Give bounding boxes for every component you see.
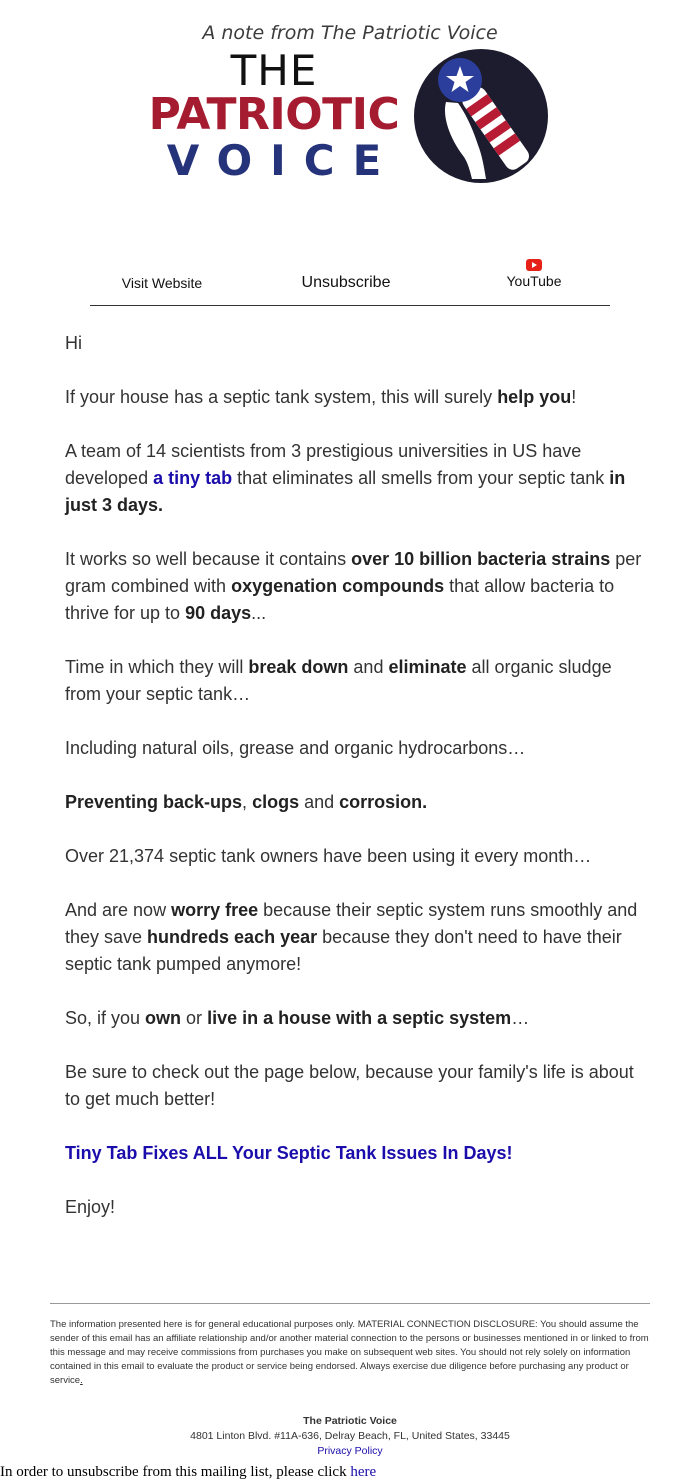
text: So, if you: [65, 1008, 146, 1028]
bold-text: hundreds each year: [147, 927, 318, 947]
paragraph-3: [65, 546, 645, 627]
bold-text: help you: [497, 387, 572, 407]
paragraph-1: [65, 384, 645, 411]
bold-text: Preventing back-ups: [65, 792, 243, 812]
youtube-icon: [526, 259, 542, 271]
text: !: [571, 387, 577, 407]
logo-wordmark: [148, 46, 400, 185]
text: ,: [242, 792, 253, 812]
unsubscribe-link[interactable]: Unsubscribe: [301, 274, 391, 291]
text: because their septic system runs smoothly and they save: [65, 900, 638, 947]
bold-text: break down: [248, 657, 349, 677]
unsubscribe-here-link[interactable]: here: [350, 1464, 377, 1480]
bold-text: worry free: [171, 900, 259, 920]
text: and: [299, 792, 340, 812]
paragraph-8: [65, 897, 645, 978]
privacy-policy-link[interactable]: Privacy Policy: [317, 1445, 383, 1457]
paragraph-6: [65, 789, 645, 816]
text: If your house has a septic tank system, this will surely: [65, 387, 498, 407]
text: all organic sludge from your septic tank…: [65, 657, 612, 704]
logo-line-2: PATRIOTIC: [148, 89, 400, 140]
paragraph-2: [65, 438, 645, 519]
text: or: [181, 1008, 208, 1028]
microphone-logo-icon: [412, 47, 550, 185]
company-address-block: [50, 1414, 650, 1459]
greeting: Hi: [65, 333, 82, 353]
text: that allow bacteria to thrive for up to: [65, 576, 615, 623]
text: ...: [251, 603, 267, 623]
text: per gram combined with: [65, 549, 642, 596]
text: that eliminates all smells from your septic tank: [232, 468, 610, 488]
text: …: [511, 1008, 530, 1028]
cta-paragraph: [65, 1140, 645, 1167]
unsubscribe-notice: [0, 1464, 376, 1481]
visit-website-link[interactable]: Visit Website: [121, 275, 203, 291]
paragraph-4: [65, 654, 645, 708]
bold-text: live in a house with a septic system: [207, 1008, 512, 1028]
cta-link[interactable]: Tiny Tab Fixes ALL Your Septic Tank Issues In Days!: [65, 1143, 513, 1163]
paragraph-5: Including natural oils, grease and organic hydrocarbons…: [65, 738, 526, 758]
bold-text: over 10 billion bacteria strains: [351, 549, 611, 569]
bold-text: in just 3 days.: [65, 468, 626, 515]
disclaimer-end: .: [80, 1375, 83, 1386]
logo: [0, 47, 700, 197]
text: A team of 14 scientists from 3 prestigious universities in US have developed: [65, 441, 582, 488]
bold-text: eliminate: [388, 657, 467, 677]
bold-text: own: [145, 1008, 182, 1028]
disclaimer: [50, 1318, 650, 1388]
company-address: 4801 Linton Blvd. #11A-636, Delray Beach, FL, United States, 33445: [190, 1430, 510, 1442]
email-body: [65, 330, 645, 1248]
tiny-tab-link[interactable]: a tiny tab: [153, 468, 233, 488]
bold-text: clogs: [252, 792, 300, 812]
bold-text: corrosion.: [339, 792, 428, 812]
paragraph-7: Over 21,374 septic tank owners have been using it every month…: [65, 846, 592, 866]
logo-line-1: THE: [230, 46, 318, 95]
paragraph-9: [65, 1005, 645, 1032]
youtube-label: YouTube: [506, 273, 562, 289]
youtube-link[interactable]: [494, 259, 574, 289]
company-name: The Patriotic Voice: [303, 1415, 397, 1427]
bold-text: 90 days: [185, 603, 252, 623]
logo-line-3: VOICE: [166, 136, 400, 185]
text: It works so well because it contains: [65, 549, 352, 569]
tagline: A note from The Patriotic Voice: [202, 22, 498, 44]
signoff: Enjoy!: [65, 1197, 116, 1217]
footer: [50, 1303, 650, 1459]
nav-bar: [90, 252, 610, 306]
text: And are now: [65, 900, 172, 920]
paragraph-10: Be sure to check out the page below, because your family's life is about to get much better!: [65, 1062, 634, 1109]
bold-text: oxygenation compounds: [231, 576, 445, 596]
disclaimer-text: The information presented here is for general educational purposes only. MATERIAL CONNECTION DISCLOSURE: You should assume the sender of this email has an affiliate relationship and/or another material connection to the persons or businesses mentioned in or linked to from this message and may receive commissions from purchases you make on subsequent web sites. You should not rely solely on information contained in this email to evaluate the product or service being endorsed. Always exercise due diligence before purchasing any product or service: [50, 1319, 649, 1386]
text: and: [348, 657, 389, 677]
unsubscribe-notice-text: In order to unsubscribe from this mailing list, please click: [0, 1464, 351, 1480]
text: Time in which they will: [65, 657, 249, 677]
text: because they don't need to have their septic tank pumped anymore!: [65, 927, 622, 974]
